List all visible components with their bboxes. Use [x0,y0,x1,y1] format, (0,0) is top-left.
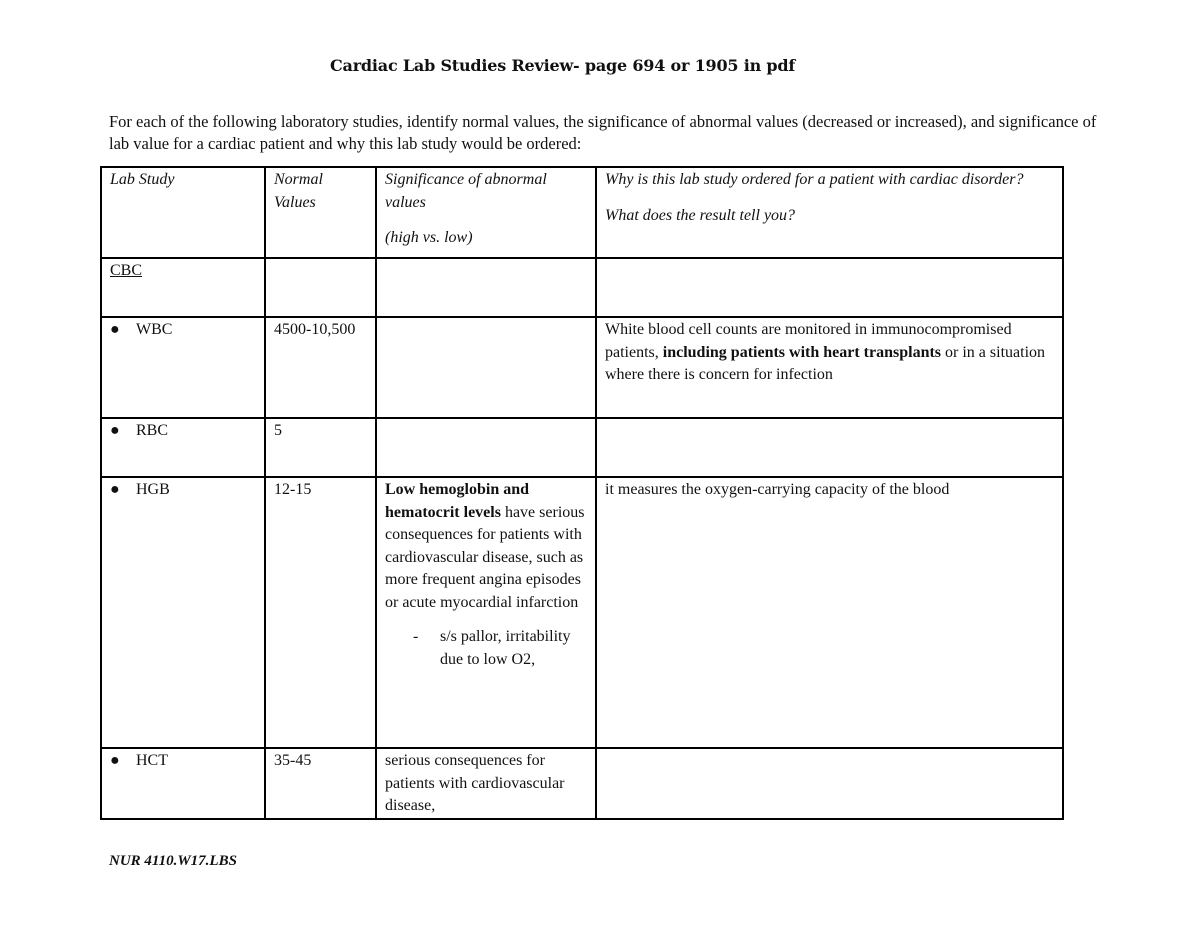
normal-value-rbc: 5 [265,418,376,477]
header-why-line2: What does the result tell you? [605,206,796,224]
document-title: Cardiac Lab Studies Review- page 694 or 1905 in pdf [330,56,796,75]
normal-value-wbc: 4500-10,500 [265,317,376,418]
instructions-paragraph: For each of the following laboratory studies, identify normal values, the significance of abnormal values (decreased or increased), and significance of lab value for a cardiac patient and why this lab study would be ordered: [109,112,1097,153]
table-row-hct [101,748,1063,819]
dash-bullet: - [413,628,419,645]
lab-name-hct: HCT [136,752,168,769]
why-cell-wbc [596,317,1063,418]
lab-name-hgb: HGB [136,481,170,498]
normal-value-hct: 35-45 [265,748,376,819]
header-significance [376,167,596,258]
lab-cell-wbc [101,317,265,418]
empty-cell [596,258,1063,317]
empty-cell [376,317,596,418]
bullet-icon: ● [110,752,120,769]
significance-hgb-subitem [385,626,587,671]
empty-cell [596,418,1063,477]
table-row-rbc [101,418,1063,477]
lab-cell-hgb [101,477,265,748]
why-wbc-part2: or in a situation where there is concern for infection [605,343,1046,383]
empty-cell [265,258,376,317]
header-why-line1: Why is this lab study ordered for a patient with cardiac disorder? [605,171,1024,188]
empty-cell [596,748,1063,819]
header-significance-line2: (high vs. low) [385,229,473,246]
section-label-cbc: CBC [110,262,143,279]
lab-name-wbc: WBC [136,321,173,338]
header-why-ordered [596,167,1063,258]
significance-hgb-text [385,479,587,614]
empty-cell [376,418,596,477]
empty-cell [376,258,596,317]
significance-hgb-subtext: s/s pallor, irritability due to low O2, [440,628,571,668]
lab-cell-hct [101,748,265,819]
normal-value-hgb: 12-15 [265,477,376,748]
significance-cell-hgb [376,477,596,748]
significance-hgb-bold: Low hemoglobin and hematocrit levels [385,481,530,521]
significance-cell-hct: serious consequences for patients with cardiovascular disease, [376,748,596,819]
section-cell-cbc [101,258,265,317]
table-row-hgb [101,477,1063,748]
why-wbc-bold: including patients with heart transplants [662,343,942,361]
significance-hgb-rest: have serious consequences for patients with cardiovascular disease, such as more frequent angina episodes or acute myocardial infarction [385,503,585,611]
why-wbc-part1: White blood cell counts are monitored in immunocompromised patients, [605,321,1012,361]
lab-studies-table [100,166,1064,820]
header-lab-study: Lab Study [101,167,265,258]
table-row-wbc [101,317,1063,418]
lab-name-rbc: RBC [136,422,169,439]
bullet-icon: ● [110,321,120,338]
lab-cell-rbc [101,418,265,477]
table-header-row [101,167,1063,258]
bullet-icon: ● [110,422,120,439]
header-normal-values: Normal Values [265,167,376,258]
header-significance-line1: Significance of abnormal values [385,171,547,211]
bullet-icon: ● [110,481,120,498]
table-row-cbc [101,258,1063,317]
why-cell-hgb: it measures the oxygen-carrying capacity of the blood [596,477,1063,748]
page-footer: NUR 4110.W17.LBS [109,853,237,869]
